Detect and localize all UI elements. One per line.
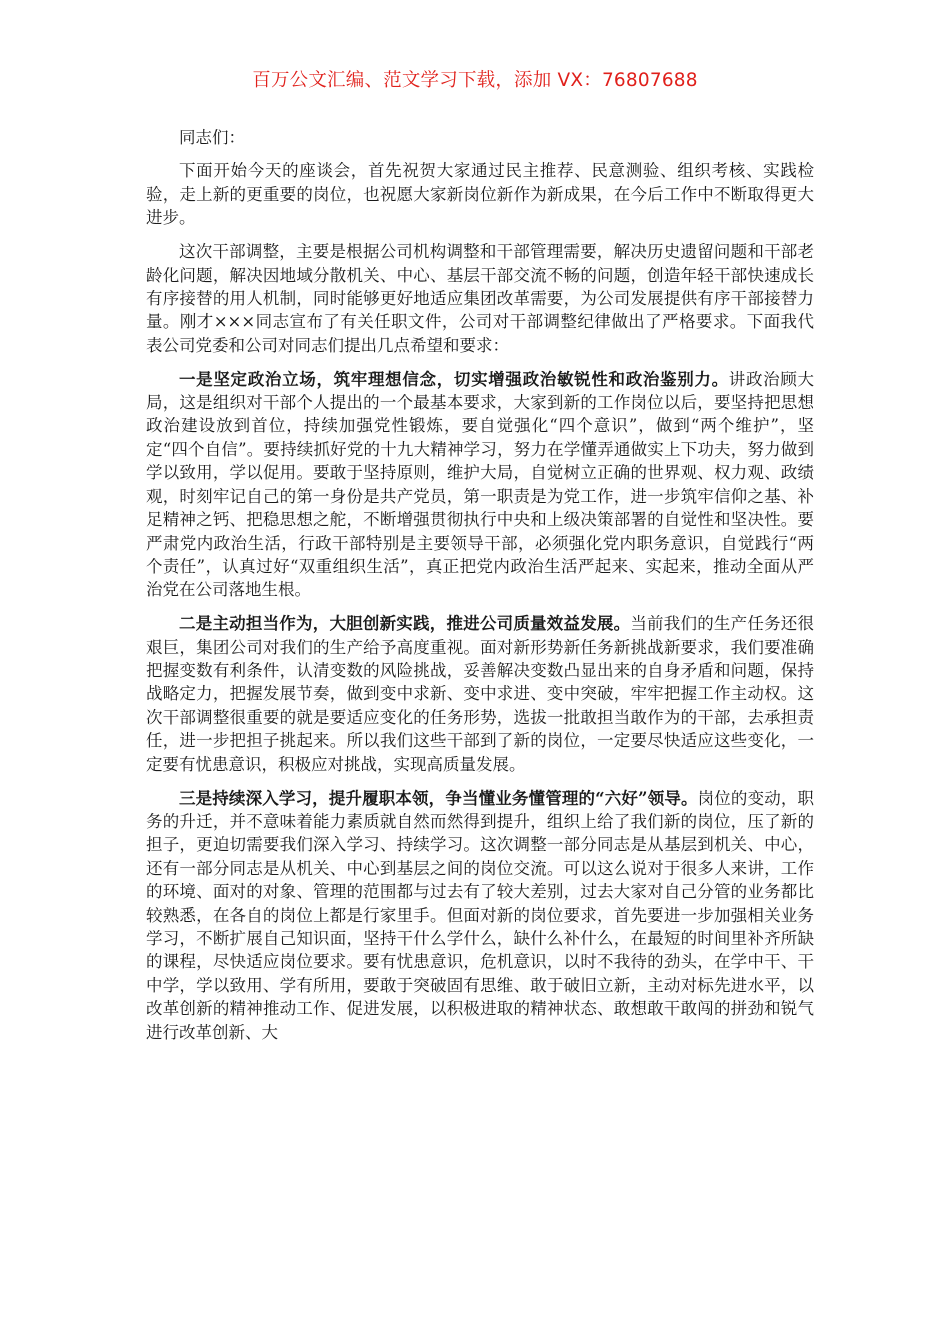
point-two-heading: 二是主动担当作为，大胆创新实践，推进公司质量效益发展。: [179, 614, 631, 634]
salutation: 同志们：: [179, 128, 245, 147]
point-one-heading: 一是坚定政治立场，筑牢理想信念，切实增强政治敏锐性和政治鉴别力。: [179, 369, 729, 389]
paragraph-opening: 下面开始今天的座谈会，首先祝贺大家通过民主推荐、民意测验、组织考核、实践检验，走上新的更重要的岗位，也祝愿大家新岗位新作为新成果，在今后工作中不断取得更大进步。: [146, 161, 814, 228]
point-one-body: 讲政治顾大局，这是组织对干部个人提出的一个最基本要求，大家到新的工作岗位以后，要坚持把思想政治建设放到首位，持续加强党性锻炼，要自觉强化“四个意识”，做到“两个维护”，坚定“四个自信”。要持续抓好党的十九大精神学习，努力在学懂弄通做实上下功夫，努力做到学以致用，学以促用。要敢于坚持原则，维护大局，自觉树立正确的世界观、权力观、政绩观，时刻牢记自己的第一身份是共产党员，第一职责是为党工作，进一步筑牢信仰之基、补足精神之钙、把稳思想之舵，不断增强贯彻执行中央和上级决策部署的自觉性和坚决性。要严肃党内政治生活，行政干部特别是主要领导干部，必须强化党内职务意识，自觉践行“两个责任”，认真过好“双重组织生活”，真正把党内政治生活严起来、实起来，推动全面从严治党在公司落地生根。: [146, 369, 815, 600]
paragraph-point-three: [146, 787, 814, 1044]
point-three-heading: 三是持续深入学习，提升履职本领，争当懂业务懂管理的“六好”领导。: [179, 788, 698, 808]
paragraph-context: 这次干部调整，主要是根据公司机构调整和干部管理需要，解决历史遗留问题和干部老龄化问题，解决因地域分散机关、中心、基层干部交流不畅的问题，创造年轻干部快速成长有序接替的用人机制，同时能够更好地适应集团改革需要，为公司发展提供有序干部接替力量。刚才×××同志宣布了有关任职文件，公司对干部调整纪律做出了严格要求。下面我代表公司党委和公司对同志们提出几点希望和要求：: [146, 242, 814, 355]
paragraph-point-two: [146, 612, 814, 776]
point-three-body: 岗位的变动，职务的升迁，并不意味着能力素质就自然而然得到提升，组织上给了我们新的岗位，压了新的担子，更迫切需要我们深入学习、持续学习。这次调整一部分同志是从基层到机关、中心，还有一部分同志是从机关、中心到基层之间的岗位交流。可以这么说对于很多人来讲，工作的环境、面对的对象、管理的范围都与过去有了较大差别，过去大家对自己分管的业务都比较熟悉，在各自的岗位上都是行家里手。但面对新的岗位要求，首先要进一步加强相关业务学习，不断扩展自己知识面，坚持干什么学什么，缺什么补什么，在最短的时间里补齐所缺的课程，尽快适应岗位要求。要有忧患意识，危机意识，以时不我待的劲头，在学中干、干中学，学以致用、学有所用，要敢于突破固有思维、敢于破旧立新，主动对标先进水平，以改革创新的精神推动工作、促进发展，以积极进取的精神状态、敢想敢干敢闯的拼劲和锐气进行改革创新、大: [146, 788, 815, 1042]
paragraph-point-one: [146, 368, 814, 602]
point-two-body: 当前我们的生产任务还很艰巨，集团公司对我们的生产给予高度重视。面对新形势新任务新挑战新要求，我们要准确把握变数有利条件，认清变数的风险挑战，妥善解决变数凸显出来的自身矛盾和问题，保持战略定力，把握发展节奏，做到变中求新、变中求进、变中突破，牢牢把握工作主动权。这次干部调整很重要的就是要适应变化的任务形势，选拔一批敢担当敢作为的干部，去承担责任，进一步把担子挑起来。所以我们这些干部到了新的岗位，一定要尽快适应这些变化，一定要有忧患意识，积极应对挑战，实现高质量发展。: [146, 614, 815, 774]
document-body: [146, 126, 814, 1055]
watermark-banner: 百万公文汇编、范文学习下载，添加 VX：76807688: [252, 70, 698, 91]
